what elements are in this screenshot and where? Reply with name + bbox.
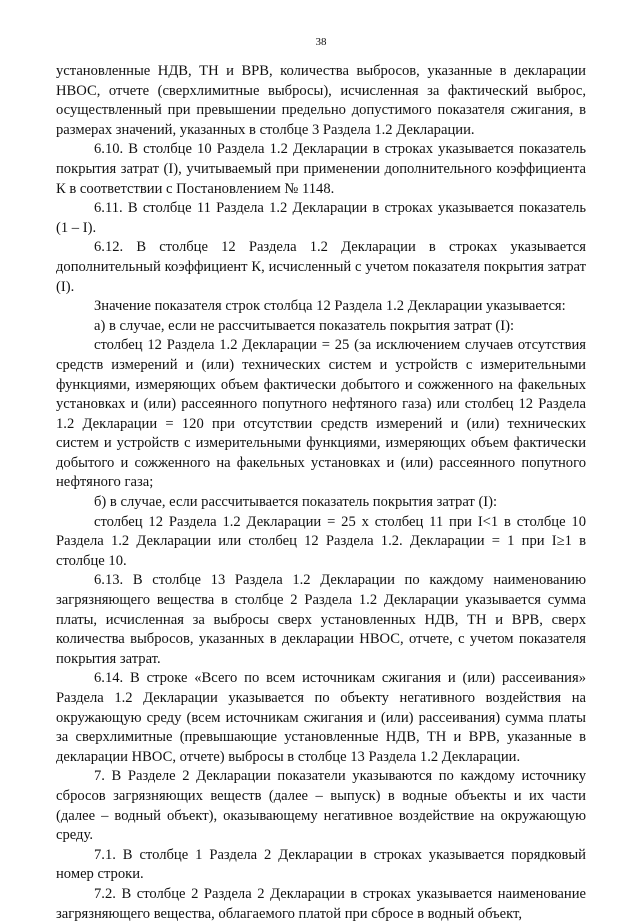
paragraph-continuation: установленные НДВ, ТН и ВРВ, количества выбросов, указанные в декларации НВОС, отчете (сверхлимитные выбросы), исчисленная за фактический выброс, осуществленный при превышении предельно допустимого показателя сжигания, в размерах значений, указанных в столбце 3 Раздела 1.2 Декларации. — [56, 63, 586, 138]
paragraph-6-10: 6.10. В столбце 10 Раздела 1.2 Декларации в строках указывается показатель покрытия затрат (I), учитываемый при применении дополнительного коэффициента К в соответствии с Постановлением № 1148. — [56, 141, 586, 197]
paragraph-6-13: 6.13. В столбце 13 Раздела 1.2 Декларации по каждому наименованию загрязняющего вещества в столбце 2 Раздела 1.2 Декларации указывается сумма платы, исчисленная за выбросы сверх установленных НДВ, ТН и ВРВ, сверх количества выбросов, указанных в декларации НВОС, отчете, с учетом показателя покрытия затрат. — [56, 572, 586, 667]
paragraph-7-2: 7.2. В столбце 2 Раздела 2 Декларации в строках указывается наименование загрязняющего вещества, облагаемого платой при сбросе в водный объект, — [56, 885, 586, 922]
document-body — [56, 62, 586, 924]
paragraph-case-a-formula: столбец 12 Раздела 1.2 Декларации = 25 (за исключением случаев отсутствия средств измерений и (или) технических систем и устройств с измерительными функциями, измеряющих объем фактически добытого и сожженного на факельных установках и (или) рассеянного попутного нефтяного газа) или столбец 12 Раздела 1.2 Декларации = 120 при отсутствии средств измерений и (или) технических систем и устройств с измерительными функциями, измеряющих объем фактически добытого и сожженного на факельных установках и (или) рассеянного попутного нефтяного газа; — [56, 337, 586, 491]
paragraph-value-intro: Значение показателя строк столбца 12 Раздела 1.2 Декларации указывается: — [94, 298, 566, 315]
page-number: 38 — [315, 36, 327, 48]
paragraph-6-11: 6.11. В столбце 11 Раздела 1.2 Декларации в строках указывается показатель (1 – I). — [56, 200, 586, 236]
paragraph-6-14: 6.14. В строке «Всего по всем источникам сжигания и (или) рассеивания» Раздела 1.2 Декларации указывается по объекту негативного воздействия на окружающую среду (всем источникам сжигания и (или) рассеивания) сумма платы за сверхлимитные (превышающие установленные НДВ, ТН и ВРВ, указанные в декларации НВОС, отчете) выбросы в столбце 13 Раздела 1.2 Декларации. — [56, 670, 586, 765]
paragraph-case-a: а) в случае, если не рассчитывается показатель покрытия затрат (I): — [94, 317, 515, 334]
paragraph-case-b: б) в случае, если рассчитывается показатель покрытия затрат (I): — [94, 494, 498, 511]
paragraph-7-1: 7.1. В столбце 1 Раздела 2 Декларации в строках указывается порядковый номер строки. — [56, 846, 586, 883]
paragraph-6-12: 6.12. В столбце 12 Раздела 1.2 Декларации в строках указывается дополнительный коэффициент К, исчисленный с учетом показателя покрытия затрат (I). — [56, 239, 586, 295]
paragraph-7: 7. В Разделе 2 Декларации показатели указываются по каждому источнику сбросов загрязняющих веществ (далее – выпуск) в водные объекты и их части (далее – водный объект), оказывающему негативное воздействие на окружающую среду. — [56, 768, 586, 844]
paragraph-case-b-formula: столбец 12 Раздела 1.2 Декларации = 25 х столбец 11 при I<1 в столбце 10 Раздела 1.2 Декларации или столбец 12 Раздела 1.2. Декларации = 1 при I≥1 в столбце 10. — [56, 513, 586, 569]
